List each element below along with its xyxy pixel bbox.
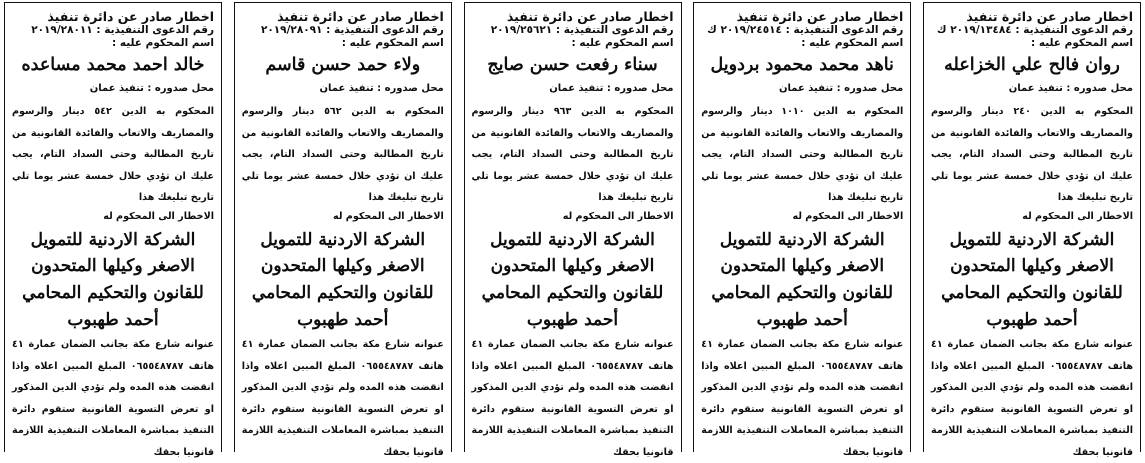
defendant-name: سناء رفعت حسن صايج [487,55,658,75]
notice-addressee: الاخطار الى المحكوم له [103,210,214,222]
claimant-company: الشركة الاردنية للتمويل الاصغر وكيلها المتحدون للقانون والتحكيم المحامي [481,229,664,303]
claimant-company: الشركة الاردنية للتمويل الاصغر وكيلها المتحدون للقانون والتحكيم المحامي [941,229,1123,303]
case-number: رقم الدعوى التنفيذية : ٢٠١٩/٢٤٥١٤ ك [707,24,904,36]
defendant-label: اسم المحكوم عليه : [571,37,674,49]
claimant-company: الشركة الاردنية للتمويل الاصغر وكيلها المتحدون للقانون والتحكيم المحامي [711,229,894,303]
defendant-name: ولاء حمد حسن قاسم [265,55,421,75]
defendant-name: روان فالح علي الخزاعله [944,55,1120,75]
notice-body: المحكوم به الدين ٢٤٠ دينار والرسوم والمصاريف والاتعاب والفائدة القانونية من تاريخ المطالبة وحتى السداد التام، يجب عليك ان تؤدي خلال خمسة عشر يوما تلي تاريخ تبليغك هذا [931,106,1133,204]
notice-heading: اخطار صادر عن دائرة تنفيذ [277,9,444,24]
notice-body: المحكوم به الدين ٥٦٢ دينار والرسوم والمصاريف والاتعاب والفائدة القانونية من تاريخ المطالبة وحتى السداد التام، يجب عليك ان تؤدي خلال خمسة عشر يوما تلي تاريخ تبليغك هذا [241,106,444,204]
lawyer-name: أحمد طهبوب [67,310,159,331]
notice-footer: عنوانه شارع مكة بجانب الضمان عمارة ٤١ هاتف ٠٦٥٥٤٨٧٨٧ المبلغ المبين اعلاه واذا انقضت هذه المده ولم تؤدي الدين المذكور او تعرض التسوية القانونية ستقوم دائرة التنفيذ بمباشرة المعاملات التنفيذية اللازمة قانونيا بحقك [701,339,904,458]
notice-heading: اخطار صادر عن دائرة تنفيذ [966,9,1133,24]
defendant-label: اسم المحكوم عليه : [1031,37,1133,49]
case-number: رقم الدعوى التنفيذية : ٢٠١٩/٢٥٦٢١ [490,24,674,36]
defendant-label: اسم المحكوم عليه : [112,37,214,49]
notice-heading: اخطار صادر عن دائرة تنفيذ [736,9,904,24]
notice-footer: عنوانه شارع مكة بجانب الضمان عمارة ٤١ هاتف ٠٦٥٥٤٨٧٨٧ المبلغ المبين اعلاه واذا انقضت هذه المده ولم تؤدي الدين المذكور او تعرض التسوية القانونية ستقوم دائرة التنفيذ بمباشرة المعاملات التنفيذية اللازمة قانونيا بحقك [931,339,1133,458]
execution-notice-4 [234,2,452,458]
notice-addressee: الاخطار الى المحكوم له [562,210,674,222]
lawyer-name: أحمد طهبوب [297,310,389,331]
notice-footer: عنوانه شارع مكة بجانب الضمان عمارة ٤١ هاتف ٠٦٥٥٤٨٧٨٧ المبلغ المبين اعلاه واذا انقضت هذه المده ولم تؤدي الدين المذكور او تعرض التسوية القانونية ستقوم دائرة التنفيذ بمباشرة المعاملات التنفيذية اللازمة قانونيا بحقك [241,339,444,458]
lawyer-name: أحمد طهبوب [986,310,1078,331]
claimant-company: الشركة الاردنية للتمويل الاصغر وكيلها المتحدون للقانون والتحكيم المحامي [22,229,204,303]
notice-body: المحكوم به الدين ٩٦٣ دينار والرسوم والمصاريف والاتعاب والفائدة القانونية من تاريخ المطالبة وحتى السداد التام، يجب عليك ان تؤدي خلال خمسة عشر يوما تلي تاريخ تبليغك هذا [471,106,674,204]
case-number: رقم الدعوى التنفيذية : ٢٠١٩/٢٨٠١١ [31,24,214,36]
issuing-court: محل صدوره : تنفيذ عمان [778,83,904,94]
case-number: رقم الدعوى التنفيذية : ٢٠١٩/٢٨٠٩١ [260,24,444,36]
issuing-court: محل صدوره : تنفيذ عمان [549,83,674,94]
notice-heading: اخطار صادر عن دائرة تنفيذ [506,9,674,24]
claimant-company: الشركة الاردنية للتمويل الاصغر وكيلها المتحدون للقانون والتحكيم المحامي [251,229,434,303]
case-number: رقم الدعوى التنفيذية : ٢٠١٩/١٣٤٨٤ ك [936,24,1133,36]
notice-addressee: الاخطار الى المحكوم له [792,210,904,222]
defendant-name: خالد احمد محمد مساعده [21,55,205,75]
notice-heading: اخطار صادر عن دائرة تنفيذ [47,9,214,24]
defendant-label: اسم المحكوم عليه : [341,37,444,49]
execution-notice-2 [693,2,911,458]
issuing-court: محل صدوره : تنفيذ عمان [1008,83,1133,94]
execution-notice-3 [464,2,682,458]
defendant-label: اسم المحكوم عليه : [801,37,904,49]
notice-body: المحكوم به الدين ٥٤٢ دينار والرسوم والمصاريف والاتعاب والفائدة القانونية من تاريخ المطالبة وحتى السداد التام، يجب عليك ان تؤدي خلال خمسة عشر يوما تلي تاريخ تبليغك هذا [12,106,214,204]
issuing-court: محل صدوره : تنفيذ عمان [89,83,214,94]
lawyer-name: أحمد طهبوب [526,310,619,331]
defendant-name: ناهد محمد محمود بردويل [710,55,894,75]
notice-body: المحكوم به الدين ١٠١٠ دينار والرسوم والمصاريف والاتعاب والفائدة القانونية من تاريخ المطالبة وحتى السداد التام، يجب عليك ان تؤدي خلال خمسة عشر يوما تلي تاريخ تبليغك هذا [701,106,904,204]
notice-addressee: الاخطار الى المحكوم له [333,210,444,222]
notice-footer: عنوانه شارع مكة بجانب الضمان عمارة ٤١ هاتف ٠٦٥٥٤٨٧٨٧ المبلغ المبين اعلاه واذا انقضت هذه المده ولم تؤدي الدين المذكور او تعرض التسوية القانونية ستقوم دائرة التنفيذ بمباشرة المعاملات التنفيذية اللازمة قانونيا بحقك [12,339,214,458]
execution-notice-5 [4,2,222,458]
lawyer-name: أحمد طهبوب [756,310,848,331]
execution-notice-1 [923,2,1141,458]
notice-addressee: الاخطار الى المحكوم له [1022,210,1133,222]
notice-footer: عنوانه شارع مكة بجانب الضمان عمارة ٤١ هاتف ٠٦٥٥٤٨٧٨٧ المبلغ المبين اعلاه واذا انقضت هذه المده ولم تؤدي الدين المذكور او تعرض التسوية القانونية ستقوم دائرة التنفيذ بمباشرة المعاملات التنفيذية اللازمة قانونيا بحقك [471,339,674,458]
issuing-court: محل صدوره : تنفيذ عمان [319,83,444,94]
